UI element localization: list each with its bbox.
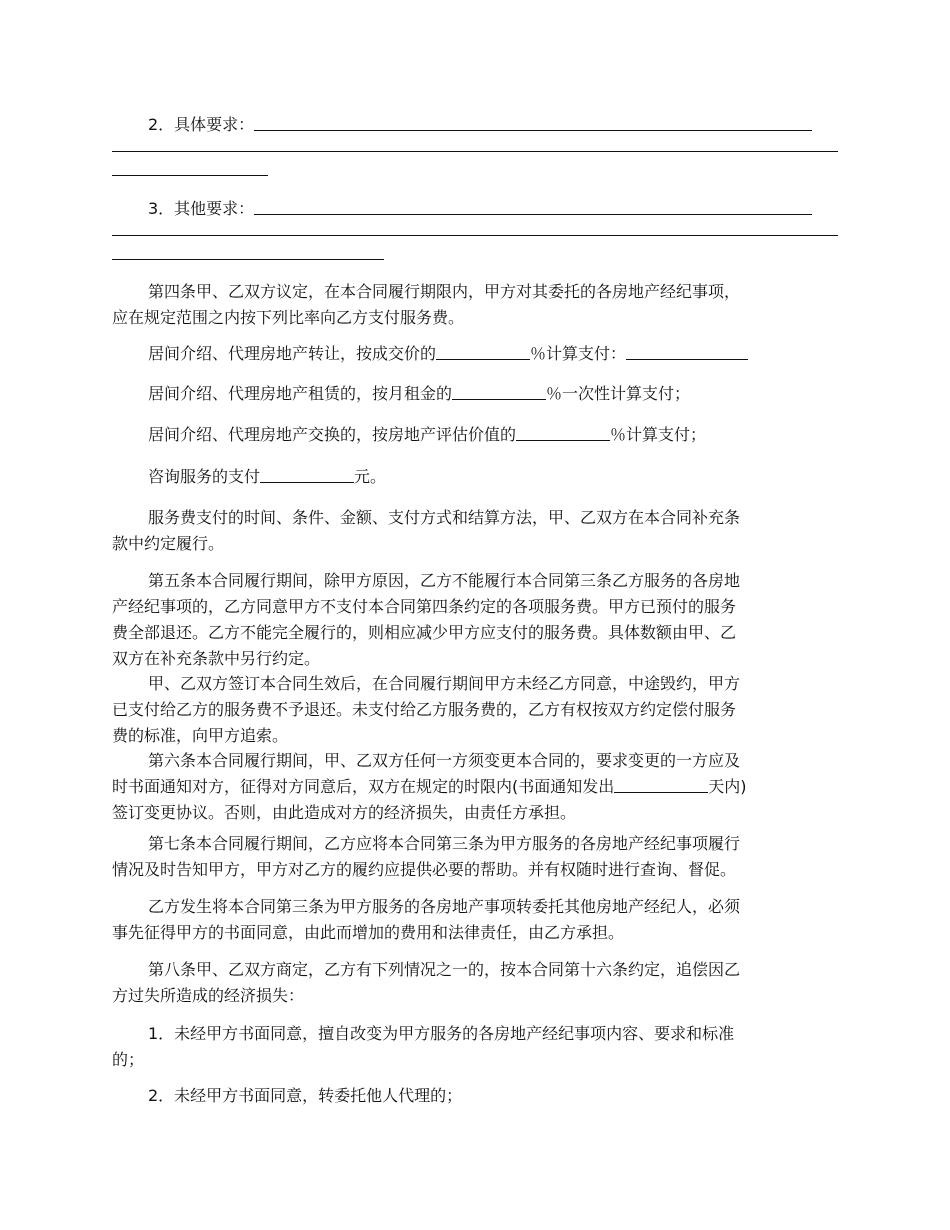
article-8-line-2: 方过失所造成的经济损失： <box>112 986 305 1005</box>
fee-consulting-text-2: 元。 <box>354 467 387 486</box>
breach-clause-line-3: 费的标准，向甲方追索。 <box>112 726 289 745</box>
requirement-2-blank[interactable] <box>254 112 812 131</box>
fee-transfer-text: 居间介绍、代理房地产转让，按成交价的 <box>148 344 437 363</box>
article-5 <box>112 568 838 672</box>
requirement-3 <box>112 196 838 222</box>
article-7 <box>112 831 838 883</box>
article-8-line-1: 第八条甲、乙双方商定，乙方有下列情况之一的，按本合同第十六条约定，追偿因乙 <box>148 960 741 979</box>
subcontract-clause-line-1: 乙方发生将本合同第三条为甲方服务的各房地产事项转委托其他房地产经纪人，必须 <box>148 897 741 916</box>
breach-clause <box>112 671 838 749</box>
fee-consulting-text: 咨询服务的支付 <box>148 467 261 486</box>
article-5-line-2: 产经纪事项的，乙方同意甲方不支付本合同第四条约定的各项服务费。甲方已预付的服务 <box>112 597 737 616</box>
requirement-2-blank-line-3[interactable] <box>112 175 268 176</box>
fee-transfer-text-2: ％计算支付： <box>530 344 627 363</box>
article-5-line-3: 费全部退还。乙方不能完全履行的，则相应减少甲方应支付的服务费。具体数额由甲、乙 <box>112 623 737 642</box>
fee-transfer-rate-blank[interactable] <box>436 341 530 360</box>
article-4-line-2: 应在规定范围之内按下列比率向乙方支付服务费。 <box>112 308 465 327</box>
item-2 <box>112 1083 838 1109</box>
item-1-line-1: 1．未经甲方书面同意，擅自改变为甲方服务的各房地产经纪事项内容、要求和标准 <box>148 1024 735 1043</box>
fee-transfer-amount-blank[interactable] <box>626 341 748 360</box>
article-6-days-blank[interactable] <box>614 774 708 793</box>
fee-exchange <box>112 422 838 448</box>
requirement-2-label: 2．具体要求： <box>148 115 255 134</box>
payment-terms <box>112 505 838 557</box>
requirement-2-blank-line-2[interactable] <box>112 151 838 152</box>
article-5-line-1: 第五条本合同履行期间，除甲方原因，乙方不能履行本合同第三条乙方服务的各房地 <box>148 571 741 590</box>
fee-exchange-text-2: ％计算支付； <box>610 425 707 444</box>
fee-exchange-rate-blank[interactable] <box>516 422 610 441</box>
item-1 <box>112 1021 838 1073</box>
fee-lease-text-2: ％一次性计算支付； <box>546 384 691 403</box>
article-6-line-1: 第六条本合同履行期间，甲、乙双方任何一方须变更本合同的，要求变更的一方应及 <box>148 751 741 770</box>
fee-consulting <box>112 464 838 490</box>
article-6 <box>112 748 838 826</box>
item-1-line-2: 的； <box>112 1050 145 1069</box>
article-6-line-3: 签订变更协议。否则，由此造成对方的经济损失，由责任方承担。 <box>112 803 577 822</box>
article-7-line-2: 情况及时告知甲方，甲方对乙方的履约应提供必要的帮助。并有权随时进行查询、督促。 <box>112 860 737 879</box>
requirement-3-blank-line-3[interactable] <box>112 259 384 260</box>
fee-lease-text: 居间介绍、代理房地产租赁的，按月租金的 <box>148 384 453 403</box>
fee-consulting-blank[interactable] <box>260 464 354 483</box>
fee-lease-rate-blank[interactable] <box>452 381 546 400</box>
requirement-3-label: 3．其他要求： <box>148 199 255 218</box>
article-7-line-1: 第七条本合同履行期间，乙方应将本合同第三条为甲方服务的各房地产经纪事项履行 <box>148 834 741 853</box>
payment-terms-line-2: 款中约定履行。 <box>112 534 225 553</box>
breach-clause-line-2: 已支付给乙方的服务费不予退还。未支付给乙方服务费的，乙方有权按双方约定偿付服务 <box>112 700 737 719</box>
payment-terms-line-1: 服务费支付的时间、条件、金额、支付方式和结算方法，甲、乙双方在本合同补充条 <box>148 508 741 527</box>
fee-exchange-text: 居间介绍、代理房地产交换的，按房地产评估价值的 <box>148 425 517 444</box>
requirement-2 <box>112 112 838 138</box>
article-6-line-2-end: 天内) <box>708 777 747 796</box>
fee-lease <box>112 381 838 407</box>
item-2-line-1: 2．未经甲方书面同意，转委托他人代理的； <box>148 1086 463 1105</box>
subcontract-clause-line-2: 事先征得甲方的书面同意，由此而增加的费用和法律责任，由乙方承担。 <box>112 923 625 942</box>
requirement-3-blank-line-2[interactable] <box>112 235 838 236</box>
requirement-3-blank[interactable] <box>254 196 812 215</box>
fee-transfer <box>112 341 838 367</box>
article-8 <box>112 957 838 1009</box>
breach-clause-line-1: 甲、乙双方签订本合同生效后，在合同履行期间甲方未经乙方同意，中途毁约，甲方 <box>148 674 741 693</box>
article-4-line-1: 第四条甲、乙双方议定，在本合同履行期限内，甲方对其委托的各房地产经纪事项， <box>148 282 741 301</box>
article-6-line-2: 时书面通知对方，征得对方同意后，双方在规定的时限内(书面通知发出 <box>112 777 615 796</box>
article-4 <box>112 279 838 331</box>
subcontract-clause <box>112 894 838 946</box>
article-5-line-4: 双方在补充条款中另行约定。 <box>112 649 321 668</box>
